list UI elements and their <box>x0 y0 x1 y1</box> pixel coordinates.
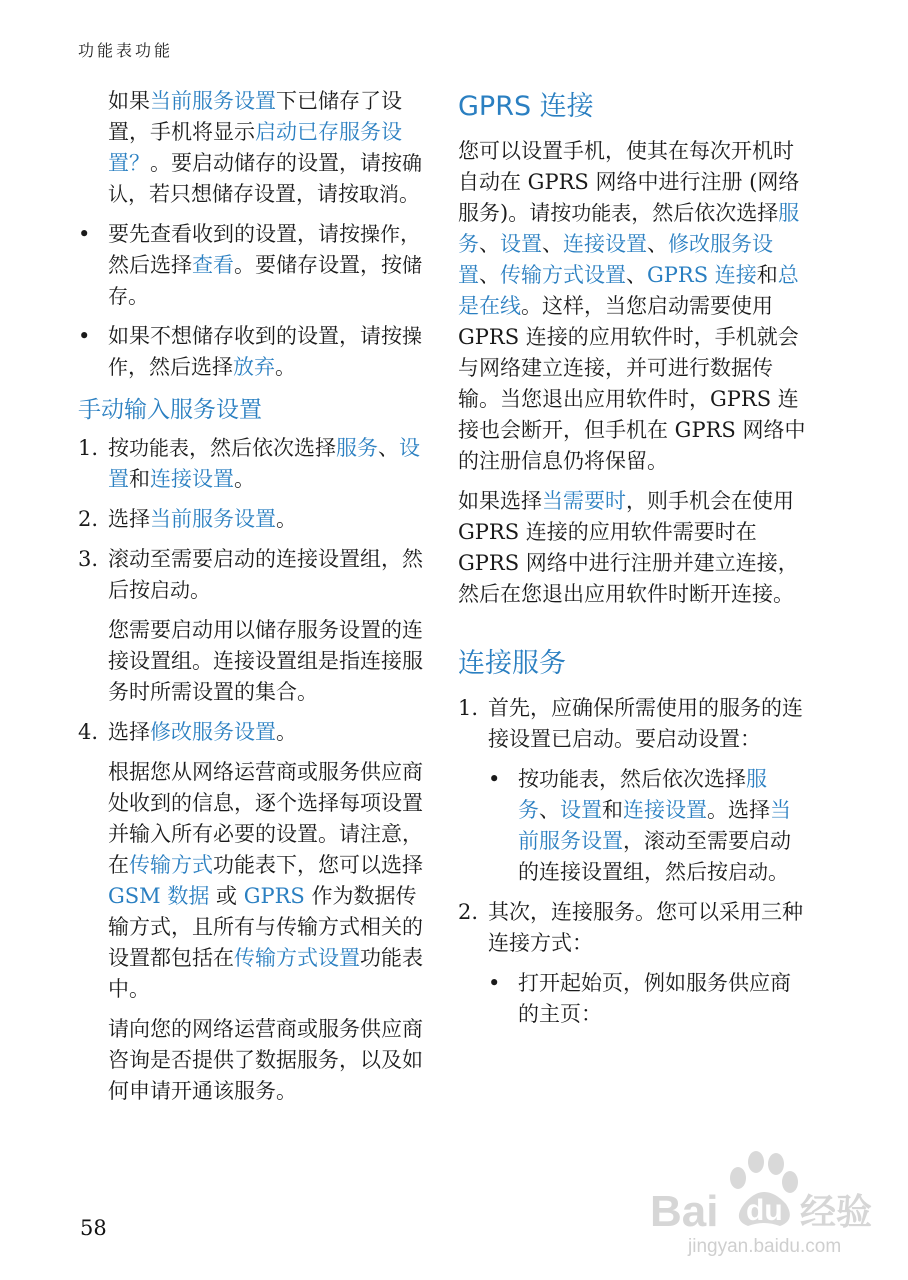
gprs-paragraph-1: 您可以设置手机，使其在每次开机时自动在 GPRS 网络中进行注册 (网络服务)。请按功能表，然后依次选择服务、设置、连接设置、修改服务设置、传输方式设置、GPRS 连接和总是在线。这样，当您启动需要使用 GPRS 连接的应用软件时，手机就会与网络建立连接，并可进行数据传输。当您退出应用软件时，GPRS 连接也会断开，但手机在 GPRS 网络中的注册信息仍将保留。 <box>458 139 806 473</box>
step-1: 1. 首先，应确保所需使用的服务的连接设置已启动。要启动设置： <box>458 696 803 751</box>
bullet-view-settings: • 要先查看收到的设置，请按操作，然后选择查看。要储存设置，按储存。 <box>78 219 426 312</box>
link-settings[interactable]: 设置 <box>500 232 542 256</box>
link-edit-service-settings[interactable]: 修改服务设置 <box>150 720 276 744</box>
step-4-note-2: 请向您的网络运营商或服务供应商咨询是否提供了数据服务，以及如何申请开通该服务。 <box>108 1017 423 1103</box>
bullet-marker: • <box>488 767 501 791</box>
link-transfer-mode-settings[interactable]: 传输方式设置 <box>500 263 626 287</box>
bullet-discard-settings: • 如果不想储存收到的设置，请按操作，然后选择放弃。 <box>78 321 426 383</box>
confirm-keyword: 确认 <box>108 151 422 206</box>
link-settings[interactable]: 设置 <box>560 798 602 822</box>
link-services[interactable]: 服务 <box>518 767 767 822</box>
step-1: 1. 按功能表，然后依次选择服务、设置和连接设置。 <box>78 436 420 491</box>
link-transfer-mode-settings[interactable]: 传输方式设置 <box>234 946 360 970</box>
intro-paragraph: 如果当前服务设置下已储存了设置，手机将显示启动已存服务设置？。要启动储存的设置，请按确认，若只想储存设置，请按取消。 <box>108 89 422 206</box>
watermark-brand: Bai <box>650 1187 719 1236</box>
link-connection-settings[interactable]: 连接设置 <box>623 798 707 822</box>
cancel-keyword: 取消 <box>359 182 399 206</box>
section-heading-gprs: GPRS 连接 <box>458 91 594 122</box>
watermark-url: jingyan.baidu.com <box>688 1236 842 1257</box>
bullet-marker: • <box>488 971 501 995</box>
step-4-note: 根据您从网络运营商或服务供应商处收到的信息，逐个选择每项设置并输入所有必要的设置。请注意，在传输方式功能表下，您可以选择 GSM 数据 或 GPRS 作为数据传输方式，且所有与传输方式相关的设置都包括在传输方式设置功能表中。 <box>108 760 423 1001</box>
link-when-needed[interactable]: 当需要时 <box>542 489 626 513</box>
watermark-brand-2: du <box>746 1194 783 1227</box>
link-current-service-settings[interactable]: 当前服务设置 <box>518 798 791 853</box>
link-gprs[interactable]: GPRS <box>243 884 305 908</box>
link-services[interactable]: 服务 <box>336 436 378 460</box>
link-always-online[interactable]: 总是在线 <box>458 263 799 318</box>
link-edit-service-settings[interactable]: 修改服务设置 <box>458 232 773 287</box>
step-3-note: 您需要启动用以储存服务设置的连接设置组。连接设置组是指连接服务时所需设置的集合。 <box>108 618 423 704</box>
link-current-service-settings[interactable]: 当前服务设置 <box>150 89 276 113</box>
link-settings[interactable]: 设置 <box>108 436 420 491</box>
link-connection-settings[interactable]: 连接设置 <box>563 232 647 256</box>
right-column <box>458 86 806 1039</box>
bullet-marker: • <box>78 222 91 246</box>
link-gsm-data[interactable]: GSM 数据 <box>108 884 210 908</box>
step-4: 4. 选择修改服务设置。 <box>78 720 297 744</box>
page-number: 58 <box>80 1216 107 1240</box>
step-1-bullet: • 按功能表，然后依次选择服务、设置和连接设置。选择当前服务设置，滚动至需要启动的连接设置组，然后按启动。 <box>458 764 806 888</box>
step-2: 2. 选择当前服务设置。 <box>78 507 297 531</box>
section-heading-manual-settings: 手动输入服务设置 <box>78 397 262 423</box>
link-transfer-mode[interactable]: 传输方式 <box>129 853 213 877</box>
link-discard[interactable]: 放弃 <box>233 355 275 379</box>
section-heading-connect-service: 连接服务 <box>458 648 566 679</box>
baidu-jingyan-watermark <box>648 1140 888 1258</box>
watermark-cn: 经验 <box>800 1192 873 1233</box>
gprs-paragraph-2: 如果选择当需要时，则手机会在使用 GPRS 连接的应用软件需要时在 GPRS 网络中进行注册并建立连接，然后在您退出应用软件时断开连接。 <box>458 489 799 606</box>
link-connection-settings[interactable]: 连接设置 <box>150 467 234 491</box>
left-column <box>78 86 426 1116</box>
link-view[interactable]: 查看 <box>192 253 234 277</box>
page-header: 功能表功能 <box>78 41 174 60</box>
link-services[interactable]: 服务 <box>458 201 800 256</box>
link-activate-saved-settings[interactable]: 启动已存服务设置？ <box>108 120 402 175</box>
step-3: 3. 滚动至需要启动的连接设置组，然后按启动。 <box>78 547 423 602</box>
link-current-service-settings[interactable]: 当前服务设置 <box>150 507 276 531</box>
step-2-bullet: • 打开起始页，例如服务供应商的主页： <box>458 968 806 1030</box>
step-2: 2. 其次，连接服务。您可以采用三种连接方式： <box>458 900 803 955</box>
bullet-marker: • <box>78 324 91 348</box>
link-gprs-connection[interactable]: GPRS 连接 <box>647 263 757 287</box>
